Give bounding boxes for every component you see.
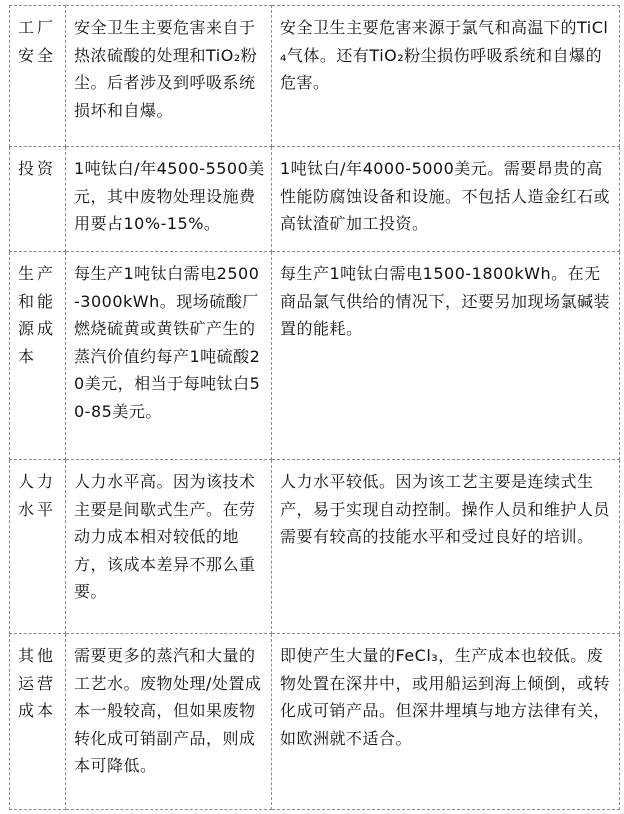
table-cell: 安全卫生主要危害来源于氯气和高温下的TiCl₄气体。还有TiO₂粉尘损伤呼吸系统和自爆的危害。 (272, 6, 620, 147)
table-cell: 每生产1吨钛白需电1500-1800kWh。在无商品氯气供给的情况下，还要另加现场氯碱装置的能耗。 (272, 252, 620, 460)
row-label: 人力水平 (10, 460, 66, 634)
table-row-labor-level (10, 460, 620, 634)
row-label: 生产和能源成本 (10, 252, 66, 460)
table-row-investment (10, 147, 620, 252)
comparison-table (9, 5, 620, 810)
table-row-plant-safety (10, 6, 620, 147)
row-label: 其他运营成本 (10, 634, 66, 810)
table-cell: 人力水平高。因为该技术主要是间歇式生产。在劳动力成本相对较低的地方，该成本差异不那么重要。 (66, 460, 272, 634)
table-cell: 1吨钛白/年4500-5500美元，其中废物处理设施费用要占10%-15%。 (66, 147, 272, 252)
row-label: 工厂安全 (10, 6, 66, 147)
row-label: 投资 (10, 147, 66, 252)
table-row-production-energy-cost (10, 252, 620, 460)
table-cell: 安全卫生主要危害来自于热浓硫酸的处理和TiO₂粉尘。后者涉及到呼吸系统损坏和自爆。 (66, 6, 272, 147)
table-row-other-operating-cost (10, 634, 620, 810)
table-cell: 1吨钛白/年4000-5000美元。需要昂贵的高性能防腐蚀设备和设施。不包括人造金红石或高钛渣矿加工投资。 (272, 147, 620, 252)
table-cell: 每生产1吨钛白需电2500-3000kWh。现场硫酸厂燃烧硫黄或黄铁矿产生的蒸汽价值约每产1吨硫酸20美元，相当于每吨钛白50-85美元。 (66, 252, 272, 460)
table-cell: 需要更多的蒸汽和大量的工艺水。废物处理/处置成本一般较高，但如果废物转化成可销副产品，则成本可降低。 (66, 634, 272, 810)
table-cell: 即使产生大量的FeCl₃，生产成本也较低。废物处置在深井中，或用船运到海上倾倒，或转化成可销产品。但深井埋填与地方法律有关，如欧洲就不适合。 (272, 634, 620, 810)
table-cell: 人力水平较低。因为该工艺主要是连续式生产，易于实现自动控制。操作人员和维护人员需要有较高的技能水平和受过良好的培训。 (272, 460, 620, 634)
